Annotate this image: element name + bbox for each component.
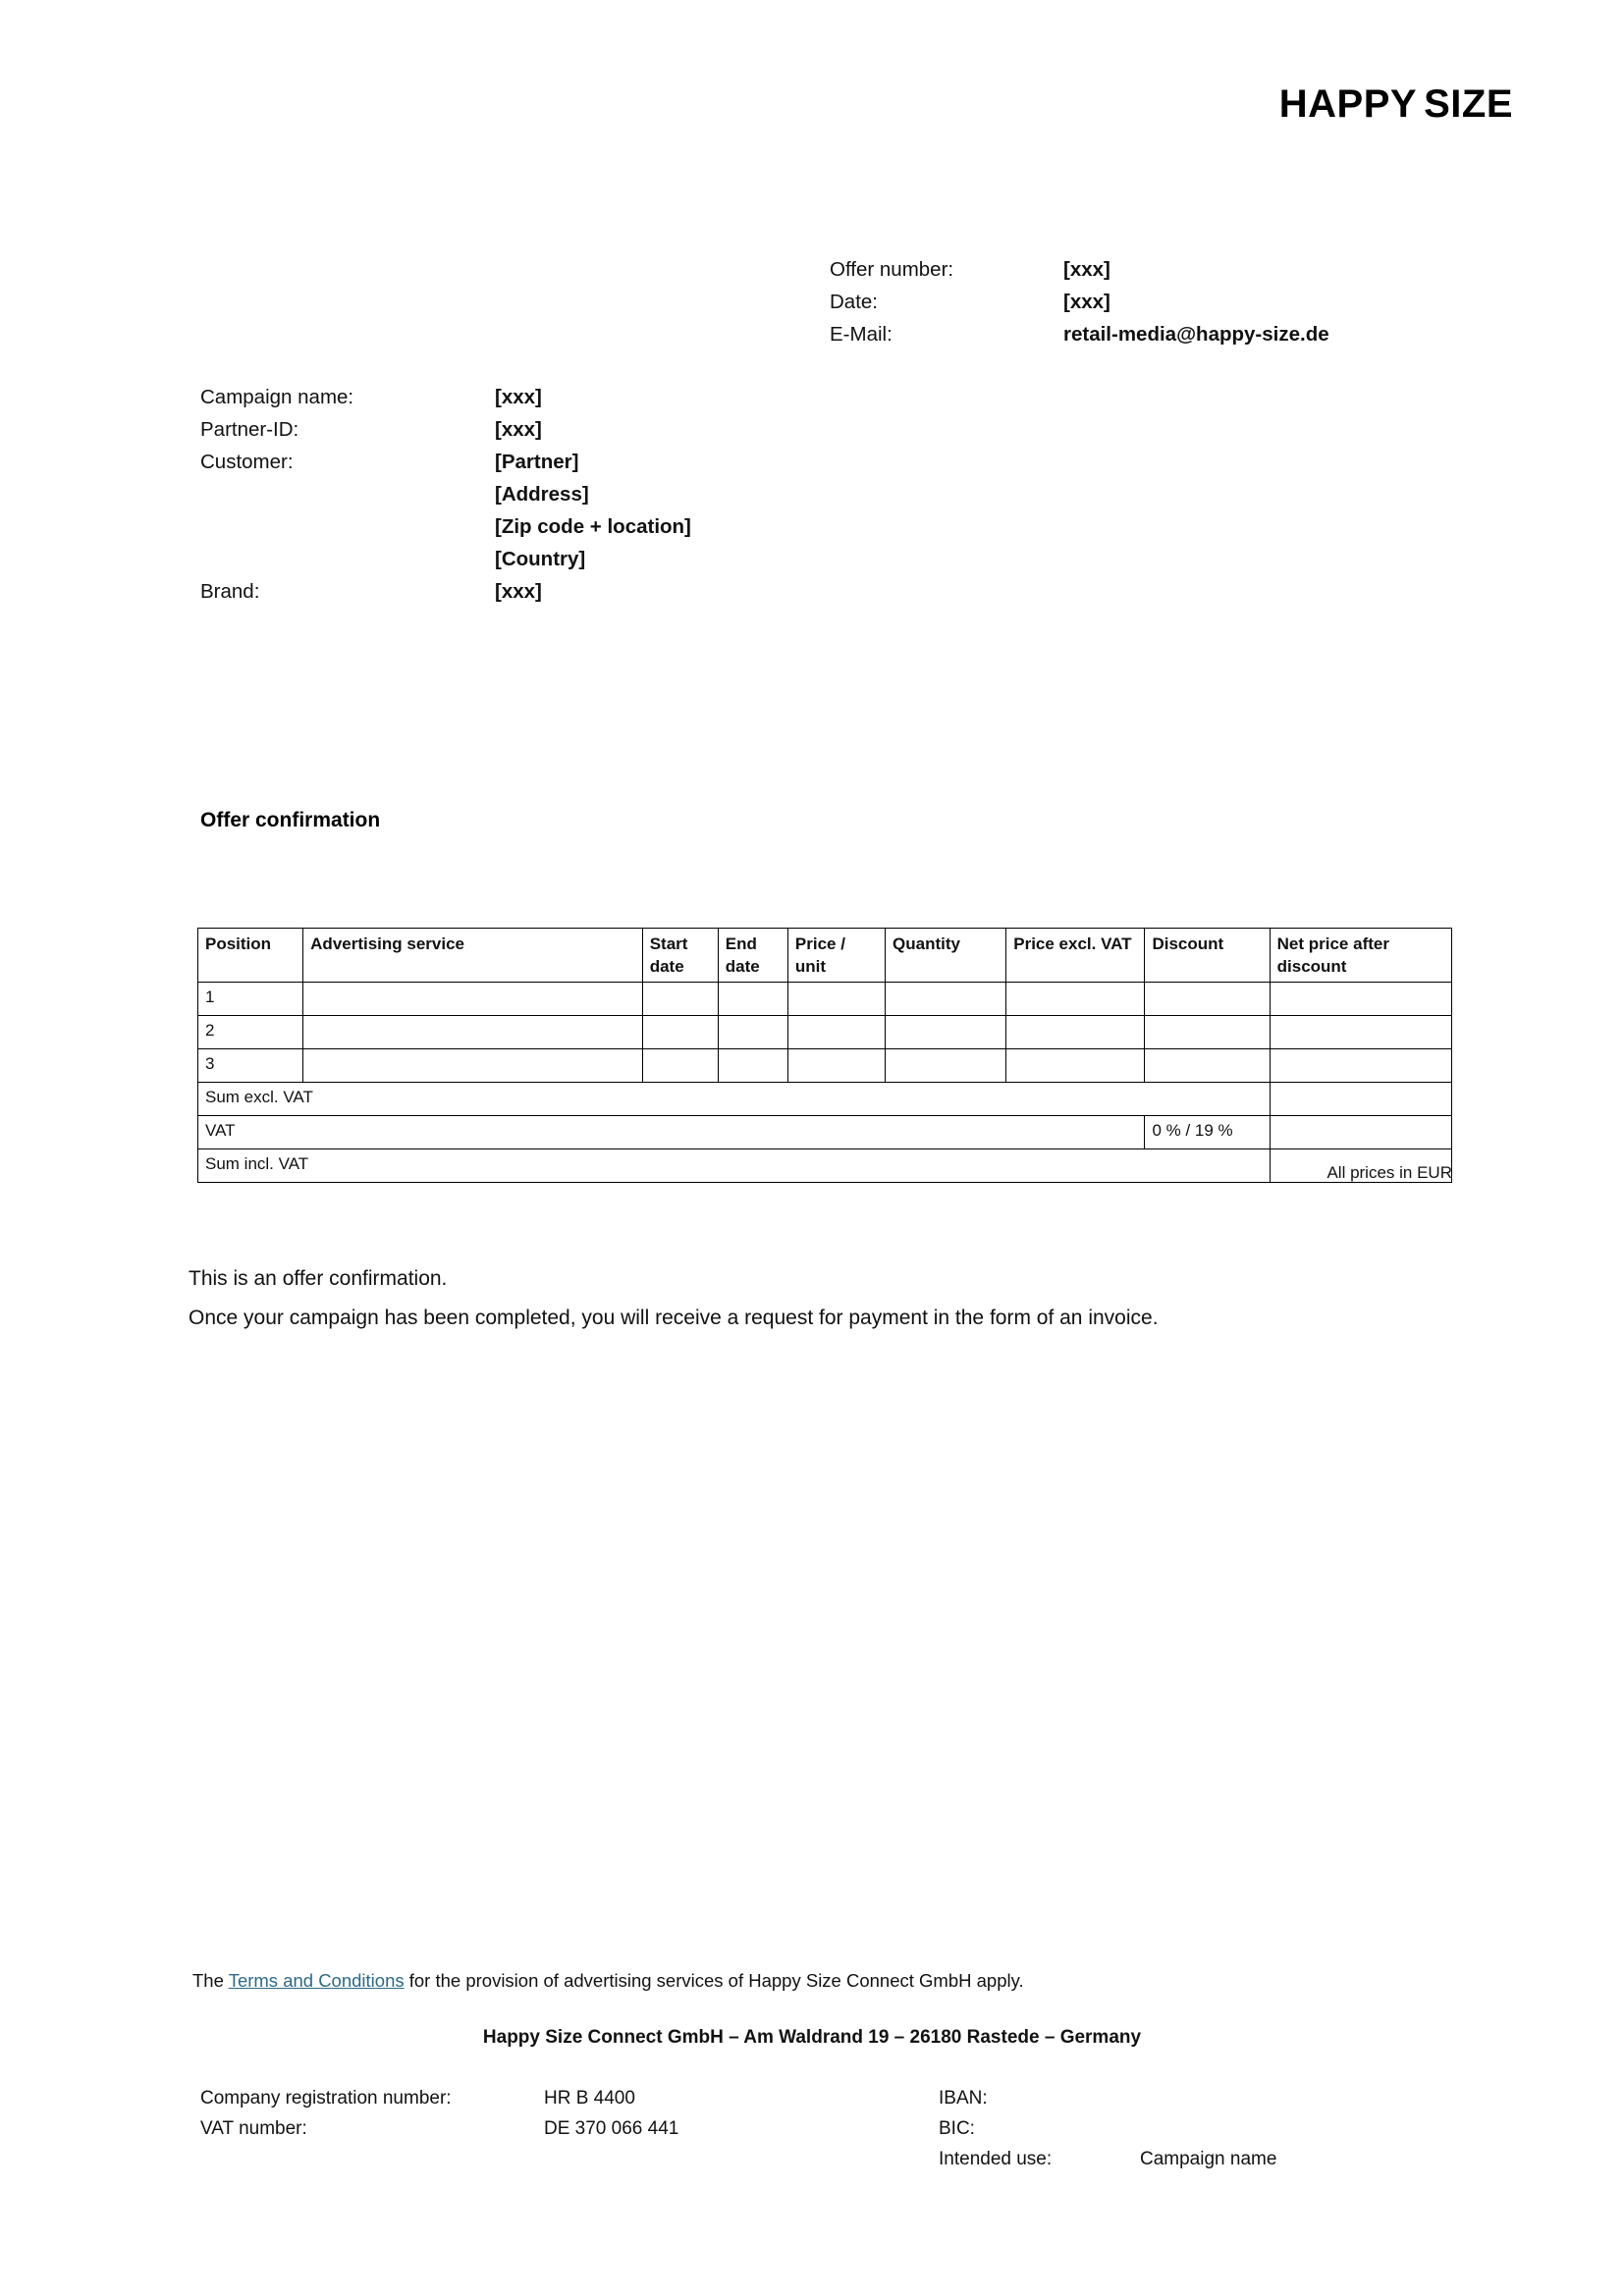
footer-row-bic <box>939 2113 1449 2144</box>
cell-price-excl-vat[interactable] <box>1006 1016 1145 1049</box>
col-header-position: Position <box>198 929 303 983</box>
cell-end-date[interactable] <box>718 1016 787 1049</box>
summary-row-sum-excl-vat <box>198 1083 1452 1116</box>
cell-start-date[interactable] <box>642 1016 718 1049</box>
customer-block <box>200 381 691 608</box>
cell-position: 1 <box>198 983 303 1016</box>
terms-prefix: The <box>192 1970 229 1991</box>
logo-text-happy: HAPPY <box>1278 82 1418 126</box>
meta-value-offer-number: [xxx] <box>1063 258 1110 281</box>
col-header-end-date: End date <box>718 929 787 983</box>
footer-label-intended-use: Intended use: <box>939 2149 1053 2169</box>
terms-suffix: for the provision of advertising services of Happy Size Connect GmbH apply. <box>404 1970 1024 1991</box>
cell-service[interactable] <box>303 1016 643 1049</box>
offer-table-head <box>198 929 1452 983</box>
terms-sentence <box>192 1970 1024 1992</box>
body-line-1: This is an offer confirmation. <box>189 1267 448 1290</box>
cell-service[interactable] <box>303 983 643 1016</box>
col-header-discount: Discount <box>1145 929 1270 983</box>
cell-start-date[interactable] <box>642 983 718 1016</box>
cell-quantity[interactable] <box>886 1016 1006 1049</box>
meta-label-date: Date: <box>830 291 878 313</box>
footer-row-intended-use <box>939 2144 1449 2174</box>
footer-label-iban: IBAN: <box>939 2088 988 2109</box>
terms-and-conditions-link[interactable]: Terms and Conditions <box>228 1970 405 1991</box>
customer-label-campaign-name: Campaign name: <box>200 386 354 408</box>
footer-column-right <box>939 2083 1449 2174</box>
summary-label-sum-incl-vat: Sum incl. VAT <box>198 1149 1271 1183</box>
body-line-2: Once your campaign has been completed, you will receive a request for payment in the form of an invoice. <box>189 1307 1159 1329</box>
meta-label-email: E-Mail: <box>830 323 893 346</box>
cell-price-excl-vat[interactable] <box>1006 1049 1145 1083</box>
cell-position: 2 <box>198 1016 303 1049</box>
customer-zip-location-line: [Zip code + location] <box>495 515 691 538</box>
meta-value-email: retail-media@happy-size.de <box>1063 323 1329 346</box>
offer-table <box>197 928 1452 1183</box>
logo-text-size: SIZE <box>1424 82 1513 126</box>
customer-value-brand: [xxx] <box>495 580 542 603</box>
customer-address-line: [Address] <box>495 483 589 506</box>
cell-discount[interactable] <box>1145 1016 1270 1049</box>
table-row[interactable] <box>198 1016 1452 1049</box>
customer-row-customer <box>200 446 691 478</box>
meta-row-email <box>830 318 1329 350</box>
customer-row-brand <box>200 575 691 608</box>
col-header-price-excl-vat: Price excl. VAT <box>1006 929 1145 983</box>
cell-discount[interactable] <box>1145 1049 1270 1083</box>
customer-label-partner-id: Partner-ID: <box>200 418 299 441</box>
offer-table-body <box>198 983 1452 1183</box>
cell-discount[interactable] <box>1145 983 1270 1016</box>
cell-price-excl-vat[interactable] <box>1006 983 1145 1016</box>
cell-net-price[interactable] <box>1270 1016 1451 1049</box>
footer-label-bic: BIC: <box>939 2118 975 2139</box>
footer-row-iban <box>939 2083 1449 2113</box>
footer-row-vat-number <box>200 2113 789 2144</box>
summary-row-vat <box>198 1116 1452 1149</box>
meta-row-date <box>830 286 1329 318</box>
col-header-quantity: Quantity <box>886 929 1006 983</box>
cell-price-unit[interactable] <box>787 1016 885 1049</box>
company-address-line: Happy Size Connect GmbH – Am Waldrand 19 – 26180 Rastede – Germany <box>482 2027 1142 2048</box>
customer-value-customer: [Partner] <box>495 451 579 473</box>
customer-value-partner-id: [xxx] <box>495 418 542 441</box>
col-header-service: Advertising service <box>303 929 643 983</box>
footer-value-intended-use: Campaign name <box>1140 2149 1277 2169</box>
summary-label-vat: VAT <box>198 1116 1145 1149</box>
footer-label-registration-number: Company registration number: <box>200 2088 452 2109</box>
cell-end-date[interactable] <box>718 1049 787 1083</box>
summary-label-sum-excl-vat: Sum excl. VAT <box>198 1083 1271 1116</box>
summary-value-sum-excl-vat[interactable] <box>1270 1083 1451 1116</box>
customer-label-brand: Brand: <box>200 580 260 603</box>
footer-column-left <box>200 2083 789 2144</box>
cell-start-date[interactable] <box>642 1049 718 1083</box>
company-logo <box>1279 82 1513 127</box>
table-row[interactable] <box>198 983 1452 1016</box>
summary-vat-rate: 0 % / 19 % <box>1145 1116 1270 1149</box>
cell-quantity[interactable] <box>886 1049 1006 1083</box>
col-header-price-unit: Price / unit <box>787 929 885 983</box>
section-title-offer-confirmation: Offer confirmation <box>200 809 381 831</box>
currency-note: All prices in EUR <box>1326 1163 1452 1182</box>
cell-service[interactable] <box>303 1049 643 1083</box>
meta-label-offer-number: Offer number: <box>830 258 954 281</box>
offer-meta-block <box>830 253 1329 350</box>
customer-country-line: [Country] <box>495 548 586 570</box>
cell-net-price[interactable] <box>1270 983 1451 1016</box>
meta-value-date: [xxx] <box>1063 291 1110 313</box>
customer-label-customer: Customer: <box>200 451 294 473</box>
cell-price-unit[interactable] <box>787 1049 885 1083</box>
table-header-row <box>198 929 1452 983</box>
cell-position: 3 <box>198 1049 303 1083</box>
cell-quantity[interactable] <box>886 983 1006 1016</box>
body-text <box>189 1259 1455 1338</box>
cell-price-unit[interactable] <box>787 983 885 1016</box>
table-row[interactable] <box>198 1049 1452 1083</box>
customer-row-campaign-name <box>200 381 691 413</box>
customer-row-partner-id <box>200 413 691 446</box>
col-header-net-price: Net price after discount <box>1270 929 1451 983</box>
footer-value-registration-number: HR B 4400 <box>544 2088 635 2109</box>
offer-table-wrapper <box>197 928 1452 1183</box>
meta-row-offer-number <box>830 253 1329 286</box>
footer-row-registration-number <box>200 2083 789 2113</box>
summary-value-vat[interactable] <box>1270 1116 1451 1149</box>
cell-net-price[interactable] <box>1270 1049 1451 1083</box>
cell-end-date[interactable] <box>718 983 787 1016</box>
footer-label-vat-number: VAT number: <box>200 2118 307 2139</box>
customer-value-campaign-name: [xxx] <box>495 386 542 408</box>
col-header-start-date: Start date <box>642 929 718 983</box>
footer-value-vat-number: DE 370 066 441 <box>544 2118 679 2139</box>
